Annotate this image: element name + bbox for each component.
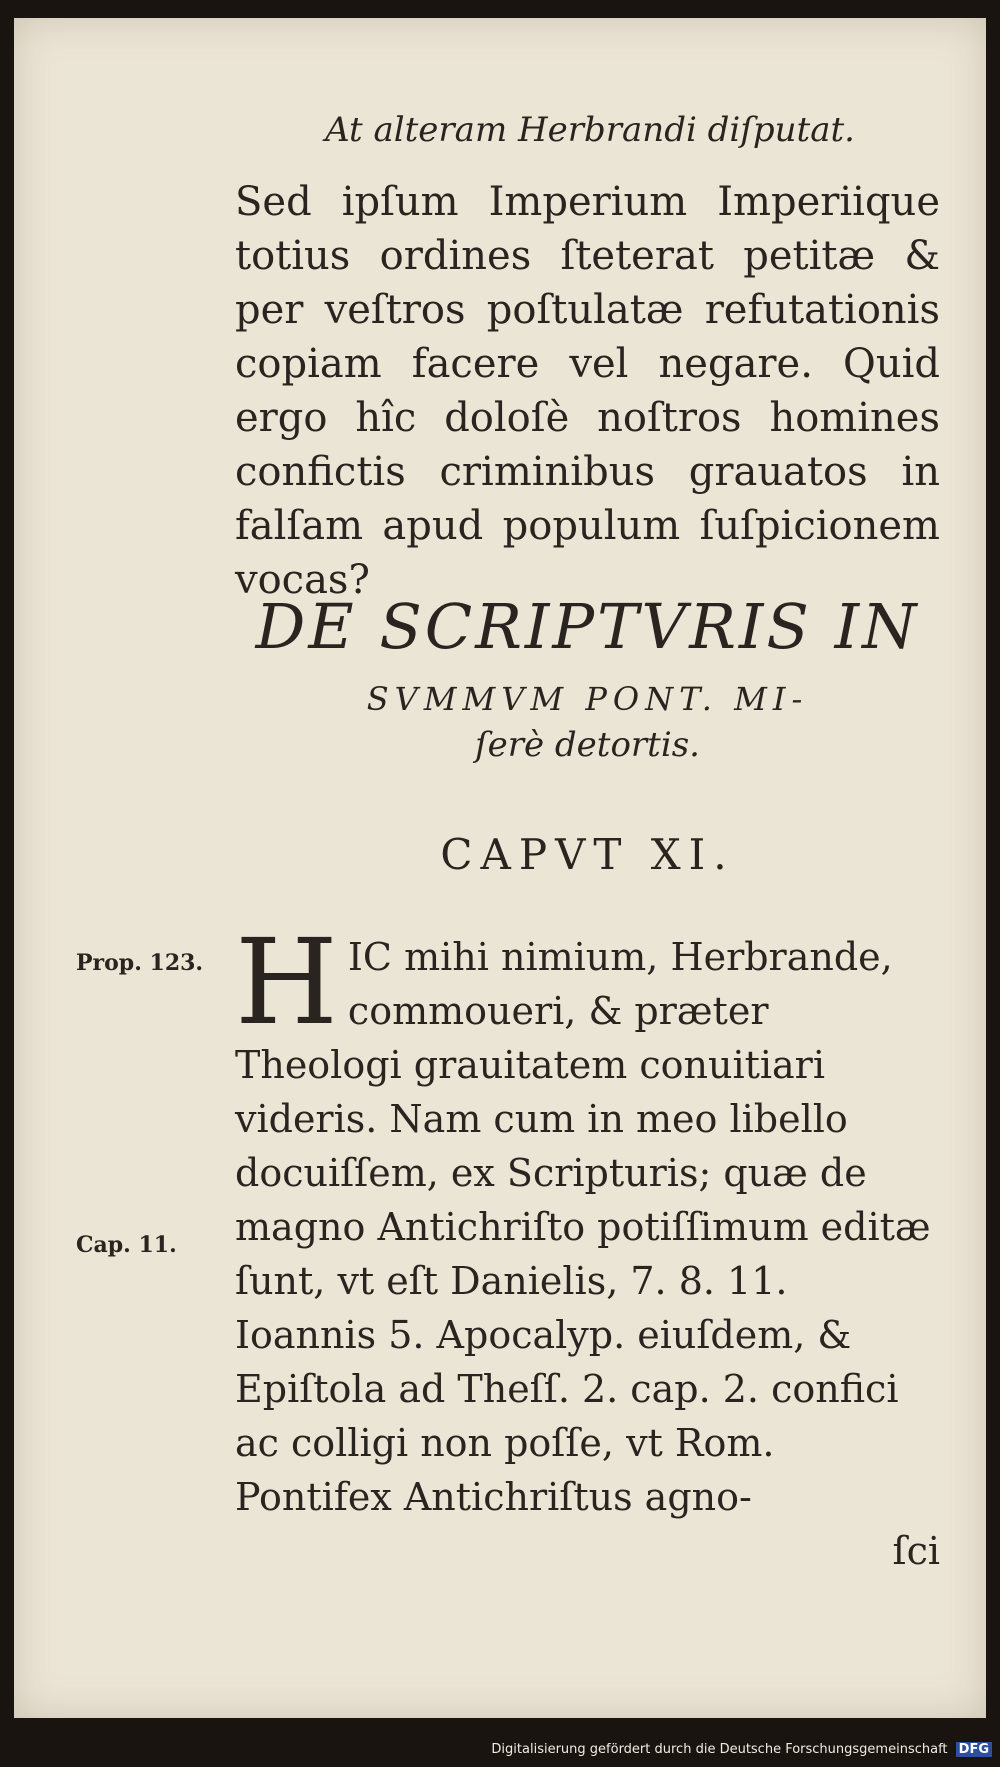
drop-cap: H [235, 913, 338, 1051]
credit-text: Digitalisierung gefördert durch die Deutsche Forschungsgemeinschaft [491, 1742, 948, 1757]
running-head: At alteram Herbrandi diſputat. [325, 110, 855, 150]
catchword: ſci [892, 1529, 940, 1573]
paragraph-2 [235, 913, 940, 1578]
margin-note-cap: Cap. 11. [76, 1232, 177, 1258]
dfg-logo: DFG [956, 1742, 992, 1757]
section-heading-line1: DE SCRIPTVRIS IN [255, 590, 920, 663]
section-heading-line3: ſerè detortis. [475, 725, 700, 765]
paragraph-2-text: IC mihi nimium, Herbrande, commoueri, & præter Theologi grauitatem conuitiari videris. Nam cum in meo libello docuiſſem, ex Scripturis; quæ de magno Antichriſto potiſſimum editæ ſunt, vt eſt Danielis, 7. 8. 11. Ioannis 5. Apocalyp. eiuſdem, & Epiſtola ad Theſſ. 2. cap. 2. confici ac colligi non poſſe, vt Rom. Pontifex Antichriſtus agno- [235, 935, 931, 1519]
margin-note-prop: Prop. 123. [76, 950, 204, 976]
paragraph-1: Sed ipſum Imperium Imperiique totius ordines ſteterat petitæ & per veſtros poſtulatæ refutationis copiam facere vel negare. Quid ergo hîc doloſè noſtros homines confictis criminibus grauatos in falſam apud populum ſuſpicionem vocas? [235, 179, 940, 603]
digitization-credit [491, 1742, 992, 1757]
section-heading-line2: SVMMVM PONT. MI- [366, 680, 809, 718]
chapter-title: CAPVT XI. [440, 830, 735, 879]
